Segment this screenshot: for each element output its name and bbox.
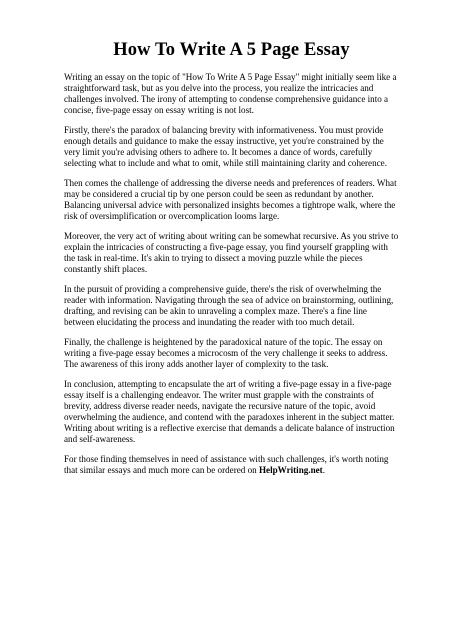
brand-link[interactable]: HelpWriting.net	[258, 464, 323, 475]
closing-end: .	[322, 464, 325, 475]
paragraph-conclusion: In conclusion, attempting to encapsulate the art of writing a five-page essay in a five-page essay itself is a challenging endeavor. The writer must grapple with the constraints of brevity, address diverse reader needs, navigate the recursive nature of the topic, avoid overwhelming the audience, and contend with the paradoxes inherent in the subject matter. Writing about writing is a reflective exercise that demands a delicate balance of instruction and self-awareness.	[64, 378, 395, 445]
paragraph-intro: Writing an essay on the topic of "How To Write A 5 Page Essay" might initially seem like a straightforward task, but as you delve into the process, you realize the intricacies and challenges involved. The irony of attempting to condense comprehensive guidance into a concise, five-page essay on essay writing is not lost.	[64, 72, 397, 116]
paragraph-readers: Then comes the challenge of addressing the diverse needs and preferences of readers. What may be considered a crucial tip by one person could be seen as redundant by another. Balancing universal advice with personalized insights becomes a tightrope walk, where the risk of oversimplification or overcomplication looms large.	[64, 177, 397, 222]
paragraph-brevity: Firstly, there's the paradox of balancing brevity with informativeness. You must provide enough details and guidance to make the essay instructive, yet you're constrained by the very limit you're advising others to adhere to. It becomes a dance of words, carefully selecting what to include and what to omit, while still maintaining clarity and coherence.	[64, 124, 387, 169]
paragraph-overwhelm: In the pursuit of providing a comprehensive guide, there's the risk of overwhelming the reader with information. Navigating through the sea of advice on brainstorming, outlining, drafting, and revising can be akin to unraveling a complex maze. There's a fine line between elucidating the process and inundating the reader with too much detail.	[64, 283, 394, 328]
paragraph-recursive: Moreover, the very act of writing about writing can be somewhat recursive. As you strive to explain the intricacies of constructing a five-page essay, you find yourself grappling with the task in real-time. It's akin to trying to dissect a moving puzzle while the pieces constantly shift places.	[64, 230, 399, 275]
closing-text: For those finding themselves in need of assistance with such challenges, it's worth noting that similar essays and much more can be ordered on	[64, 453, 389, 475]
paragraph-closing	[64, 454, 399, 476]
paragraph-paradox: Finally, the challenge is heightened by the paradoxical nature of the topic. The essay on writing a five-page essay becomes a microcosm of the very challenge it seeks to address. The awareness of this irony adds another layer of complexity to the task.	[64, 336, 388, 370]
document-title: How To Write A 5 Page Essay	[113, 40, 350, 60]
